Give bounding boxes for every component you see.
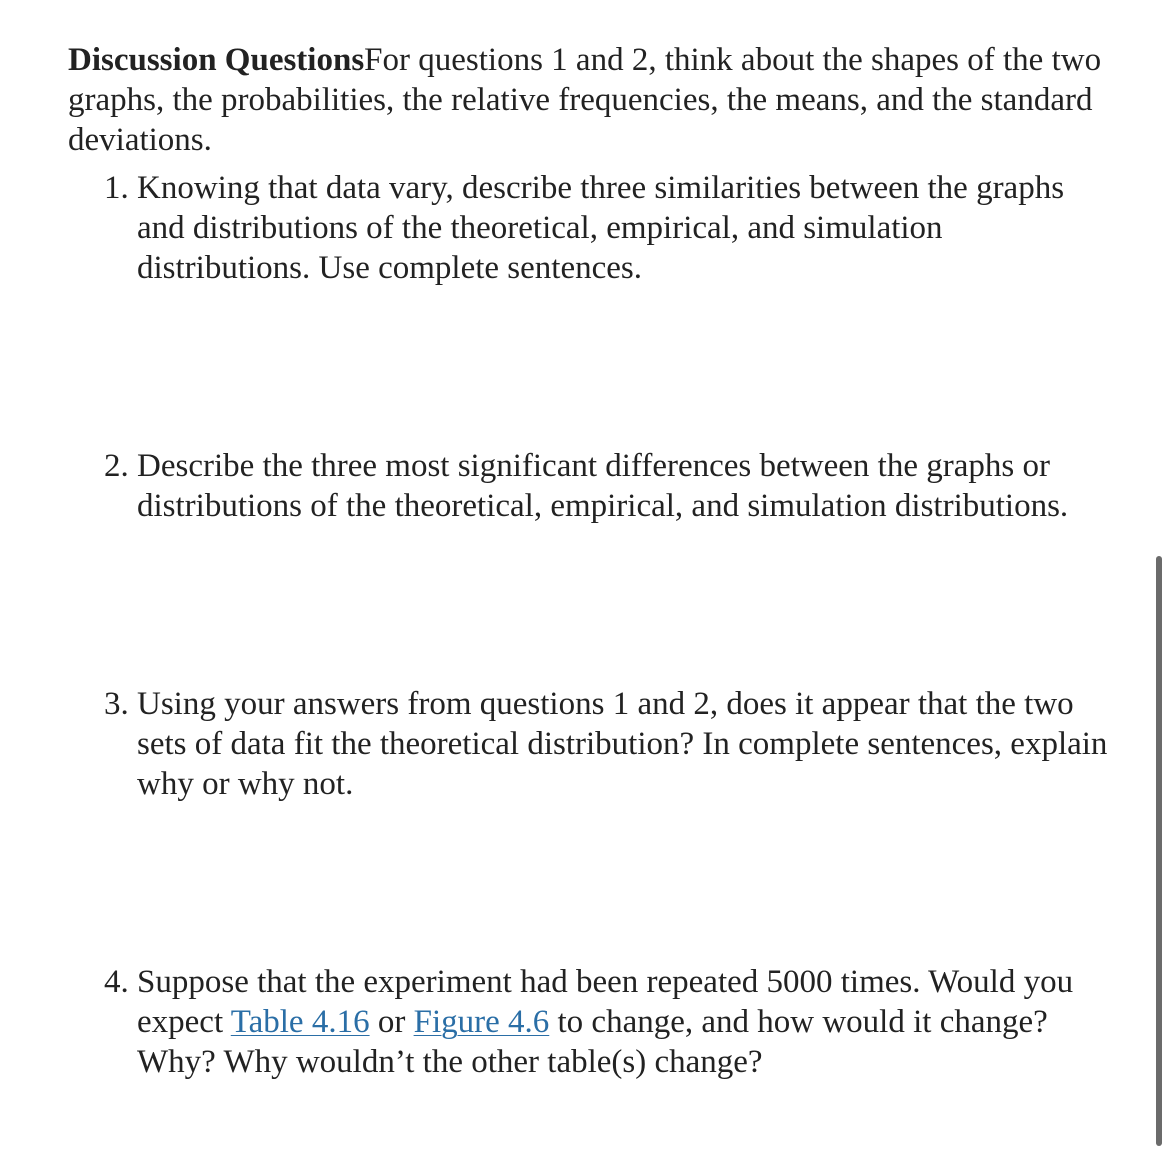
- question-4-text-part1: Suppose that the experiment had been repeated 5000 times. Would you expect: [137, 964, 1074, 1040]
- table-4-16-link[interactable]: Table 4.16: [230, 1004, 370, 1040]
- question-item-2: [137, 446, 1118, 526]
- vertical-scrollbar[interactable]: [1156, 556, 1162, 1146]
- question-4-text-part2: or: [369, 1004, 414, 1040]
- question-item-4: [137, 962, 1118, 1082]
- question-item-1: [137, 168, 1118, 288]
- question-list: [68, 168, 1118, 1082]
- question-2-text: Describe the three most significant differences between the graphs or distributions of the theoretical, empirical, and simulation distributions.: [137, 448, 1069, 524]
- discussion-intro: [68, 40, 1118, 160]
- question-item-3: [137, 684, 1118, 804]
- intro-text: For questions 1 and 2, think about the shapes of the two graphs, the probabilities, the relative frequencies, the means, and the standard deviations.: [68, 42, 1102, 158]
- section-title: Discussion Questions: [68, 42, 365, 78]
- document-body: [68, 40, 1118, 1082]
- question-1-text: Knowing that data vary, describe three similarities between the graphs and distributions of the theoretical, empirical, and simulation distributions. Use complete sentences.: [137, 170, 1065, 286]
- question-3-text: Using your answers from questions 1 and 2, does it appear that the two sets of data fit the theoretical distribution? In complete sentences, explain why or why not.: [137, 686, 1108, 802]
- figure-4-6-link[interactable]: Figure 4.6: [413, 1004, 550, 1040]
- question-4-text-part3: to change, and how would it change? Why? Why wouldn’t the other table(s) change?: [137, 1004, 1048, 1080]
